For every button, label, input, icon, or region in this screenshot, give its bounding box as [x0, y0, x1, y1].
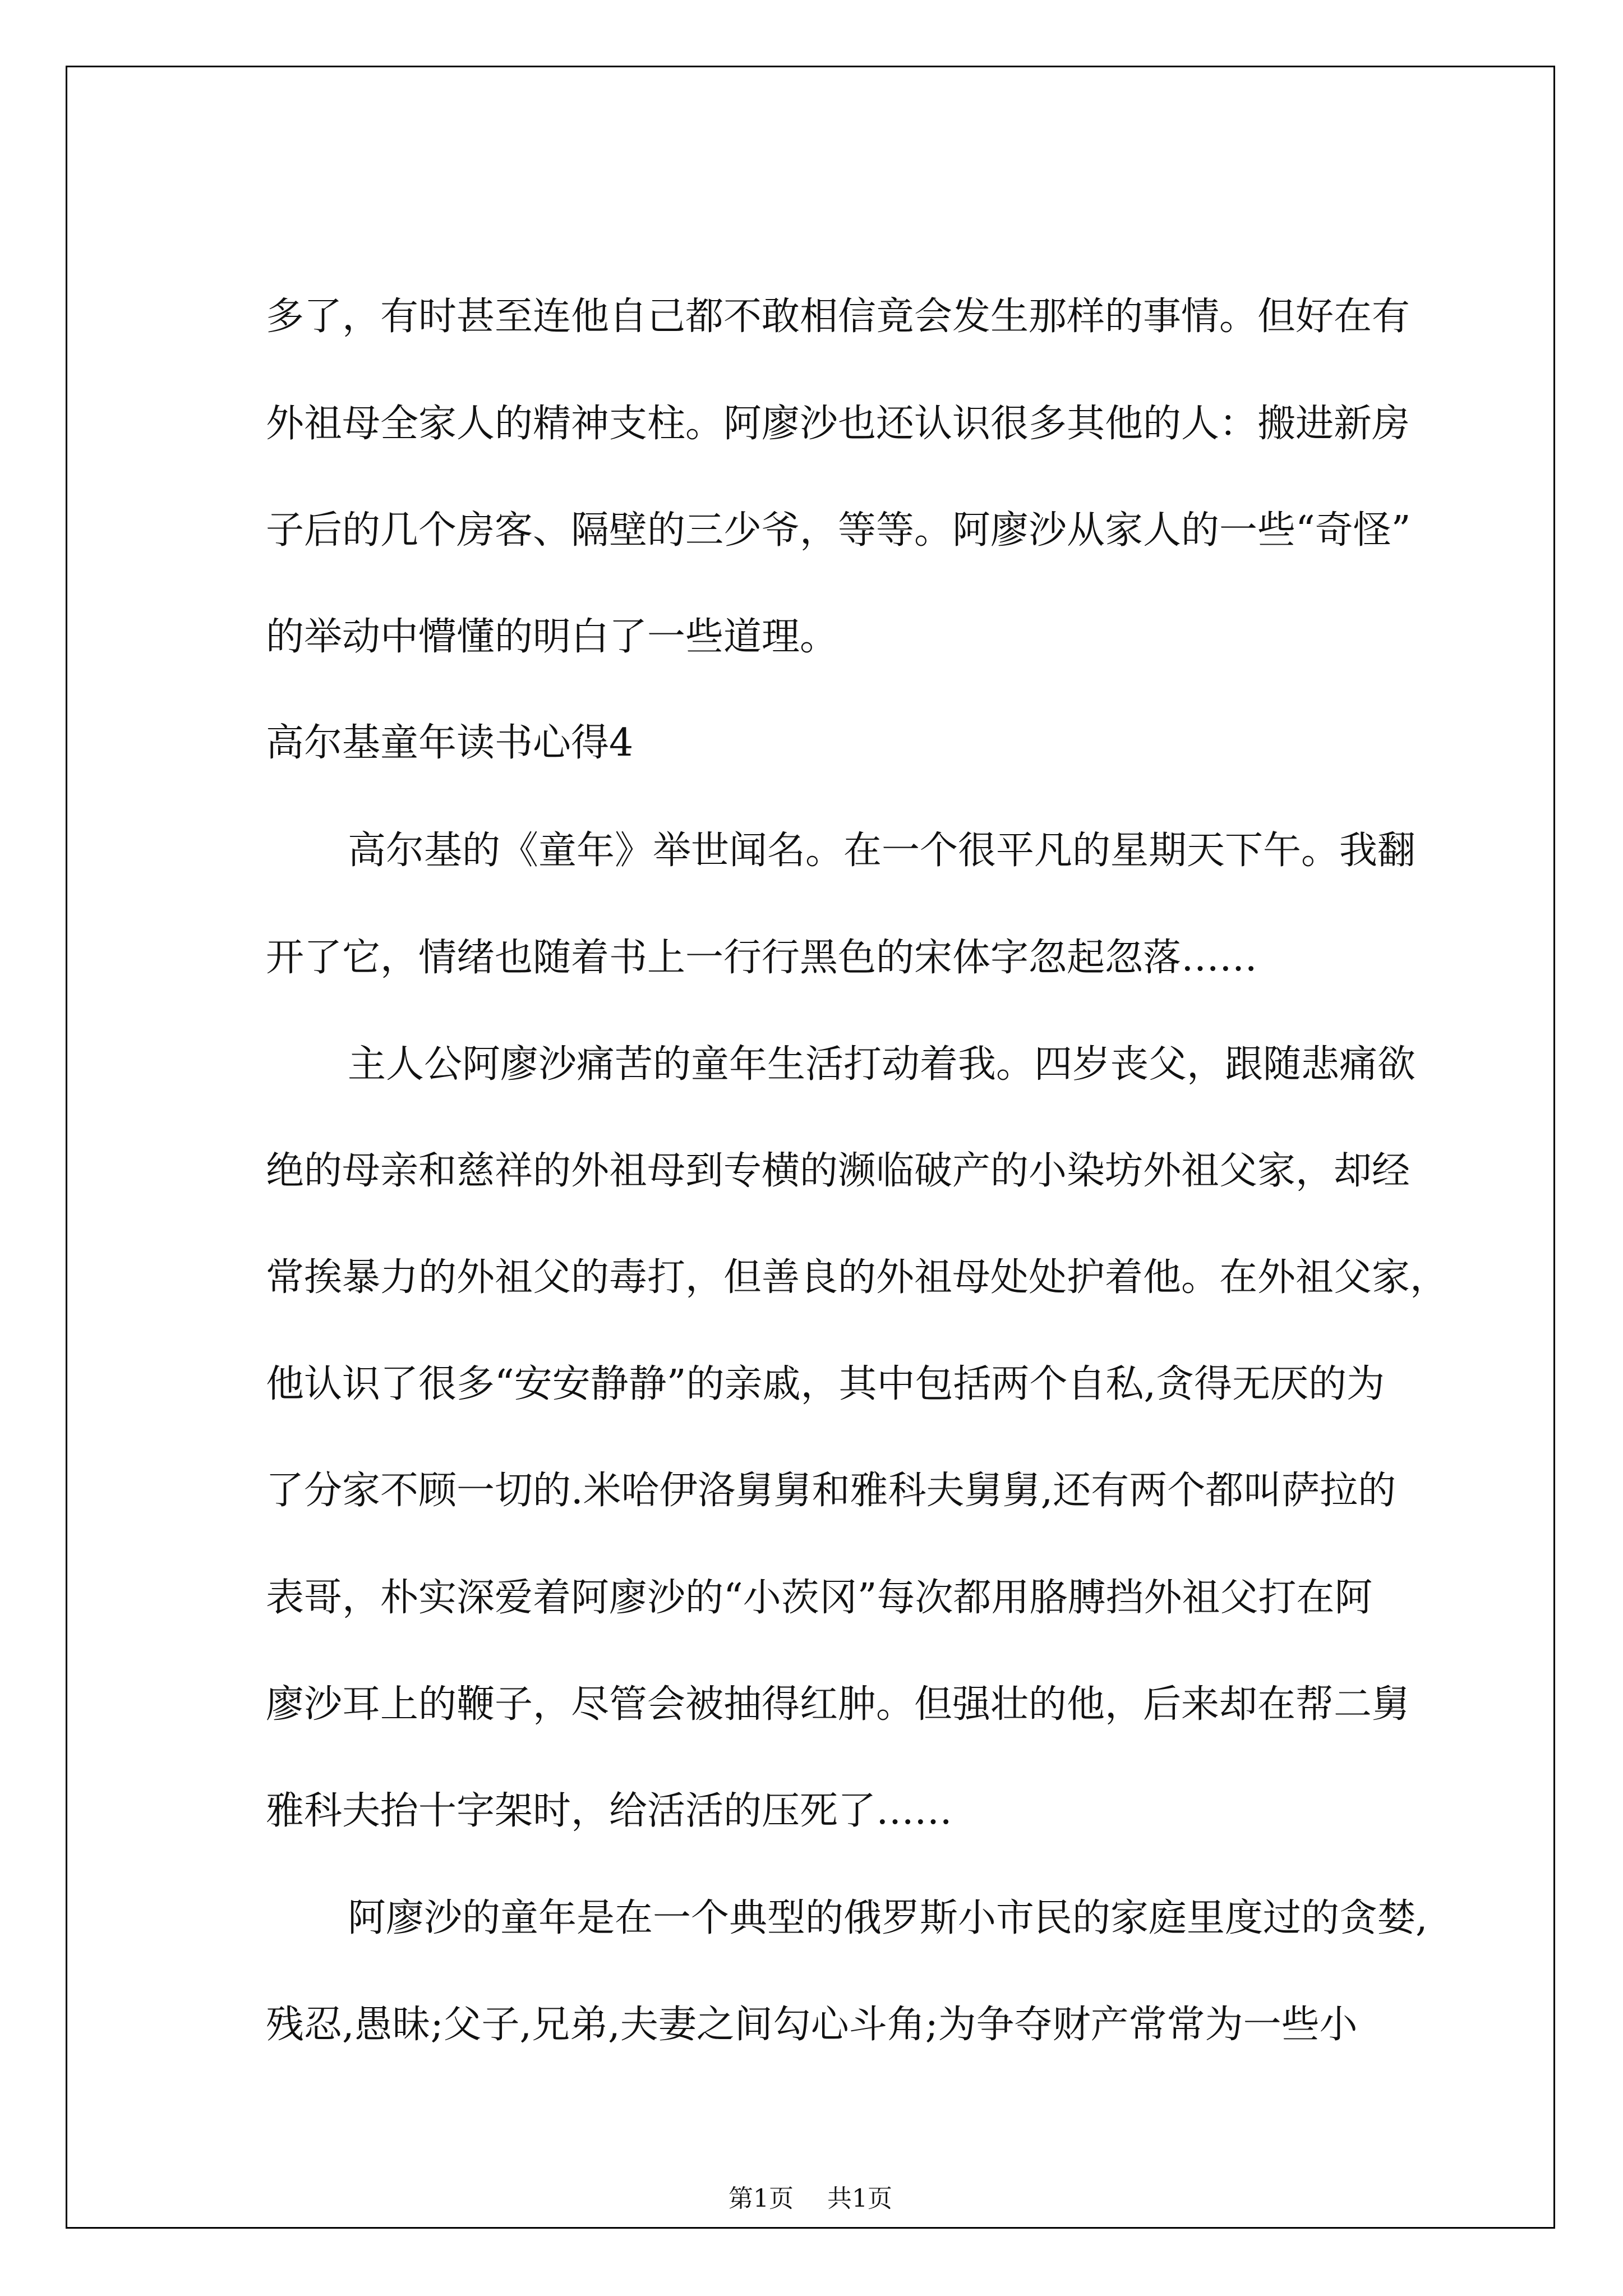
- section-heading: 高尔基童年读书心得4: [266, 721, 634, 765]
- text-line: 了分家不顾一切的.米哈伊洛舅舅和雅科夫舅舅,还有两个都叫萨拉的: [266, 1469, 1396, 1513]
- text-line: 他认识了很多“安安静静”的亲戚，其中包括两个自私,贪得无厌的为: [266, 1362, 1385, 1406]
- text-line: 开了它，情绪也随着书上一行行黑色的宋体字忽起忽落……: [266, 936, 1258, 980]
- text-line: 廖沙耳上的鞭子，尽管会被抽得红肿。但强壮的他，后来却在帮二舅: [266, 1682, 1410, 1727]
- text-line: 常挨暴力的外祖父的毒打，但善良的外祖母处处护着他。在外祖父家，: [266, 1255, 1449, 1300]
- text-line: 雅科夫抬十字架时，给活活的压死了……: [266, 1789, 953, 1833]
- text-line: 绝的母亲和慈祥的外祖母到专横的濒临破产的小染坊外祖父家，却经: [266, 1149, 1410, 1193]
- text-line: 残忍,愚昧;父子,兄弟,夫妻之间勾心斗角;为争夺财产常常为一些小: [266, 2003, 1358, 2047]
- document-body: [67, 67, 1553, 2227]
- page-footer: [67, 2182, 1553, 2216]
- page-border: [66, 66, 1555, 2229]
- text-line: 的举动中懵懂的明白了一些道理。: [266, 615, 838, 659]
- text-line: 子后的几个房客、隔壁的三少爷，等等。阿廖沙从家人的一些“奇怪”: [266, 508, 1411, 553]
- text-line: 表哥，朴实深爱着阿廖沙的“小茨冈”每次都用胳膊挡外祖父打在阿: [266, 1576, 1373, 1620]
- text-line: 高尔基的《童年》举世闻名。在一个很平凡的星期天下午。我翻: [348, 829, 1416, 873]
- text-line: 阿廖沙的童年是在一个典型的俄罗斯小市民的家庭里度过的贪婪,: [348, 1896, 1428, 1940]
- text-line: 主人公阿廖沙痛苦的童年生活打动着我。四岁丧父，跟随悲痛欲: [348, 1042, 1416, 1087]
- text-line: 多了，有时甚至连他自己都不敢相信竟会发生那样的事情。但好在有: [266, 295, 1410, 339]
- page-total: 共1页: [827, 2184, 892, 2213]
- page-number: 第1页: [728, 2184, 794, 2213]
- text-line: 外祖母全家人的精神支柱。阿廖沙也还认识很多其他的人：搬进新房: [266, 402, 1410, 446]
